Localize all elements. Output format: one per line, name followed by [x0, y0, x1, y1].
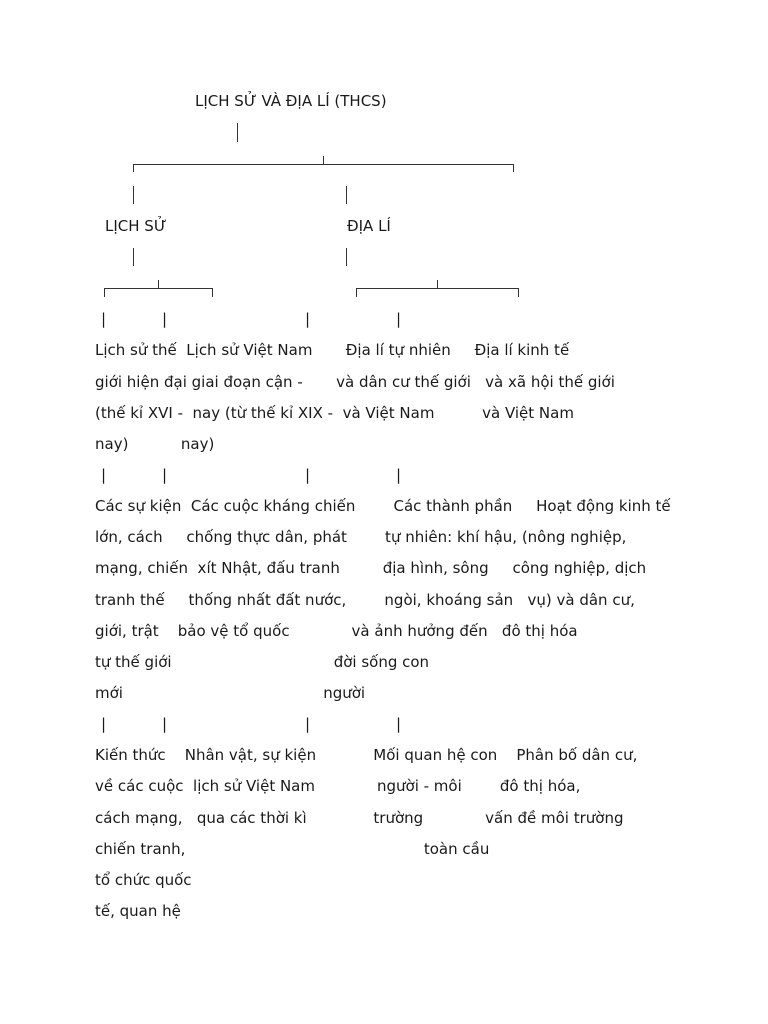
level3-line-3: cách mạng, qua các thời kì trường vấn đề môi trường	[95, 809, 624, 827]
history-bracket-line	[104, 288, 213, 289]
level3-line-4: chiến tranh, toàn cầu	[95, 840, 490, 858]
geography-connector-bottom	[346, 248, 347, 266]
level1-line-3: (thế kỉ XVI - nay (từ thế kỉ XIX - và Việt Nam và Việt Nam	[95, 404, 574, 422]
branch-geography: ĐỊA LÍ	[347, 217, 391, 235]
geography-bracket-tick	[437, 280, 438, 288]
pipe-col2-row2: |	[162, 466, 168, 484]
pipe-col2-row1: |	[162, 310, 168, 328]
top-bracket-left-foot	[133, 164, 134, 172]
level2-line-6: tự thế giới đời sống con	[95, 653, 430, 671]
level3-line-1: Kiến thức Nhân vật, sự kiện Mối quan hệ con Phân bố dân cư,	[95, 746, 638, 764]
geography-connector-top	[346, 186, 347, 204]
level1-line-1: Lịch sử thế Lịch sử Việt Nam Địa lí tự nhiên Địa lí kinh tế	[95, 341, 570, 359]
history-bracket-tick	[158, 280, 159, 288]
top-bracket-line	[133, 164, 514, 165]
level1-line-2: giới hiện đại giai đoạn cận - và dân cư thế giới và xã hội thế giới	[95, 373, 615, 391]
history-bracket-right-foot	[212, 288, 213, 297]
level2-line-7: mới người	[95, 684, 366, 702]
level2-line-2: lớn, cách chống thực dân, phát tự nhiên: khí hậu, (nông nghiệp,	[95, 528, 627, 546]
level2-line-5: giới, trật bảo vệ tổ quốc và ảnh hưởng đến đô thị hóa	[95, 622, 578, 640]
pipe-col3-row3: |	[305, 715, 311, 733]
level2-line-3: mạng, chiến xít Nhật, đấu tranh địa hình, sông công nghiệp, dịch	[95, 559, 647, 577]
title-connector	[237, 123, 238, 142]
geography-bracket-left-foot	[356, 288, 357, 297]
pipe-col1-row2: |	[101, 466, 107, 484]
top-bracket-right-foot	[513, 164, 514, 172]
level1-line-4: nay) nay)	[95, 435, 215, 453]
level3-line-6: tế, quan hệ	[95, 902, 181, 920]
level2-line-1: Các sự kiện Các cuộc kháng chiến Các thành phần Hoạt động kinh tế	[95, 497, 671, 515]
pipe-col4-row2: |	[396, 466, 402, 484]
geography-bracket-line	[356, 288, 519, 289]
level2-line-4: tranh thế thống nhất đất nước, ngòi, khoáng sản vụ) và dân cư,	[95, 591, 635, 609]
diagram-title: LỊCH SỬ VÀ ĐỊA LÍ (THCS)	[195, 92, 387, 110]
branch-history: LỊCH SỬ	[105, 217, 167, 235]
history-connector-top	[133, 186, 134, 204]
geography-bracket-right-foot	[518, 288, 519, 297]
pipe-col1-row1: |	[101, 310, 107, 328]
history-connector-bottom	[133, 248, 134, 266]
pipe-col4-row3: |	[396, 715, 402, 733]
pipe-col2-row3: |	[162, 715, 168, 733]
pipe-col1-row3: |	[101, 715, 107, 733]
top-bracket-tick	[323, 156, 324, 164]
pipe-col4-row1: |	[396, 310, 402, 328]
pipe-col3-row1: |	[305, 310, 311, 328]
history-bracket-left-foot	[104, 288, 105, 297]
level3-line-5: tổ chức quốc	[95, 871, 192, 889]
pipe-col3-row2: |	[305, 466, 311, 484]
level3-line-2: về các cuộc lịch sử Việt Nam người - môi đô thị hóa,	[95, 777, 581, 795]
